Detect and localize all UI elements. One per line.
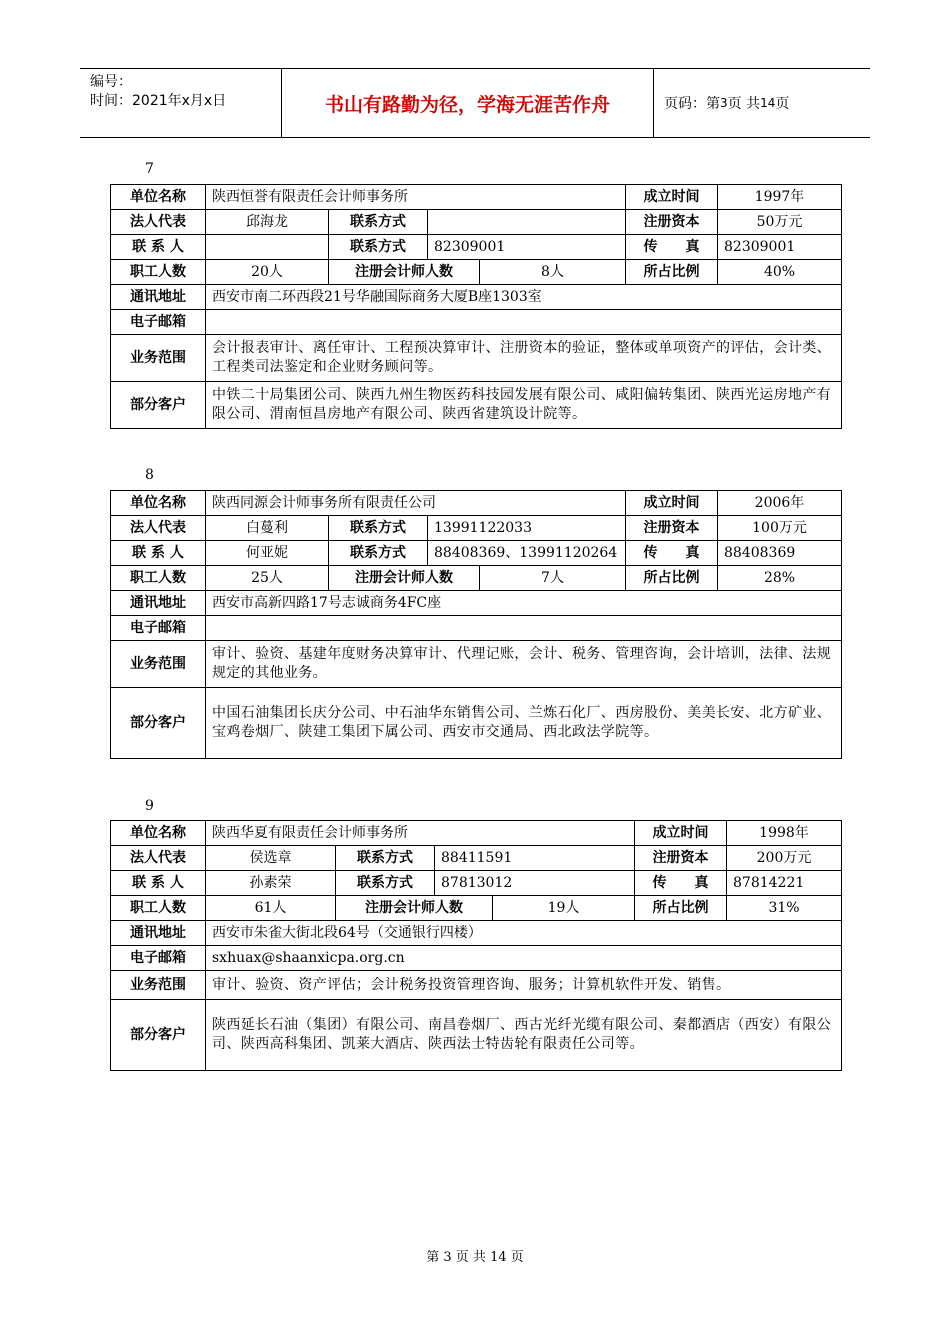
label-ratio: 所占比例 bbox=[626, 260, 718, 285]
reg-capital-value: 50万元 bbox=[718, 210, 842, 235]
label-founded: 成立时间 bbox=[626, 491, 718, 516]
header-motto: 书山有路勤为径，学海无涯苦作舟 bbox=[282, 69, 654, 137]
clients-value: 中铁二十局集团公司、陕西九州生物医药科技园发展有限公司、咸阳偏转集团、陕西光运房地产有限公司、渭南恒昌房地产有限公司、陕西省建筑设计院等。 bbox=[206, 382, 842, 429]
firm-table bbox=[110, 820, 842, 1071]
contact-phone-value: 82309001 bbox=[428, 235, 626, 260]
label-clients: 部分客户 bbox=[111, 1000, 206, 1071]
header-page-info bbox=[654, 69, 870, 137]
cpa-count-value: 8人 bbox=[480, 260, 626, 285]
label-name: 单位名称 bbox=[111, 185, 206, 210]
scope-value: 审计、验资、基建年度财务决算审计、代理记账，会计、税务、管理咨询，会计培训，法律、法规规定的其他业务。 bbox=[206, 641, 842, 688]
label-cpa-count: 注册会计师人数 bbox=[329, 260, 480, 285]
label-name: 单位名称 bbox=[111, 491, 206, 516]
label-contact-person: 联 系 人 bbox=[111, 235, 206, 260]
label-name: 单位名称 bbox=[111, 821, 206, 846]
label-contact-method: 联系方式 bbox=[329, 235, 428, 260]
ratio-value: 40% bbox=[718, 260, 842, 285]
page-prefix: 页码：第 bbox=[664, 96, 720, 112]
staff-value: 25人 bbox=[206, 566, 329, 591]
label-staff: 职工人数 bbox=[111, 260, 206, 285]
email-value: sxhuax@shaanxicpa.org.cn bbox=[206, 946, 842, 971]
firm-name: 陕西同源会计师事务所有限责任公司 bbox=[206, 491, 626, 516]
scope-value: 审计、验资、资产评估；会计税务投资管理咨询、服务；计算机软件开发、销售。 bbox=[206, 971, 842, 1000]
label-email: 电子邮箱 bbox=[111, 616, 206, 641]
scope-value: 会计报表审计、离任审计、工程预决算审计、注册资本的验证，整体或单项资产的评估，会计类、工程类司法鉴定和企业财务顾问等。 bbox=[206, 335, 842, 382]
label-scope: 业务范围 bbox=[111, 971, 206, 1000]
label-email: 电子邮箱 bbox=[111, 310, 206, 335]
label-ratio: 所占比例 bbox=[626, 566, 718, 591]
label-address: 通讯地址 bbox=[111, 285, 206, 310]
label-contact-method: 联系方式 bbox=[329, 516, 428, 541]
footer-page: 3 bbox=[443, 1250, 452, 1265]
label-contact-method: 联系方式 bbox=[336, 846, 435, 871]
label-contact-person: 联 系 人 bbox=[111, 541, 206, 566]
doc-code-label: 编号： bbox=[90, 74, 132, 90]
label-reg-capital: 注册资本 bbox=[626, 210, 718, 235]
label-founded: 成立时间 bbox=[626, 185, 718, 210]
footer-total: 14 bbox=[490, 1250, 507, 1265]
label-contact-person: 联 系 人 bbox=[111, 871, 206, 896]
label-scope: 业务范围 bbox=[111, 335, 206, 382]
label-contact-method: 联系方式 bbox=[336, 871, 435, 896]
page-total: 14 bbox=[760, 96, 776, 110]
fax-value: 88408369 bbox=[718, 541, 842, 566]
firm-number: 8 bbox=[145, 467, 154, 483]
founded-value: 2006年 bbox=[718, 491, 842, 516]
firm-number: 7 bbox=[145, 161, 154, 177]
contact-method-value: 13991122033 bbox=[428, 516, 626, 541]
legal-rep-value: 邱海龙 bbox=[206, 210, 329, 235]
label-scope: 业务范围 bbox=[111, 641, 206, 688]
reg-capital-value: 100万元 bbox=[718, 516, 842, 541]
page-number: 3 bbox=[720, 96, 728, 110]
label-contact-method: 联系方式 bbox=[329, 210, 428, 235]
page-footer bbox=[0, 1246, 950, 1265]
label-clients: 部分客户 bbox=[111, 382, 206, 429]
cpa-count-value: 7人 bbox=[480, 566, 626, 591]
label-cpa-count: 注册会计师人数 bbox=[329, 566, 480, 591]
founded-value: 1997年 bbox=[718, 185, 842, 210]
footer-suffix: 页 bbox=[510, 1250, 524, 1265]
header-meta bbox=[80, 69, 282, 137]
footer-mid: 页 共 bbox=[455, 1250, 486, 1265]
clients-value: 中国石油集团长庆分公司、中石油华东销售公司、兰炼石化厂、西房股份、美美长安、北方矿业、宝鸡卷烟厂、陕建工集团下属公司、西安市交通局、西北政法学院等。 bbox=[206, 688, 842, 759]
firm-number: 9 bbox=[145, 798, 154, 814]
contact-method-value: 88411591 bbox=[435, 846, 635, 871]
address-value: 西安市朱雀大街北段64号（交通银行四楼） bbox=[206, 921, 842, 946]
contact-phone-value: 88408369、13991120264 bbox=[428, 541, 626, 566]
label-reg-capital: 注册资本 bbox=[635, 846, 727, 871]
label-reg-capital: 注册资本 bbox=[626, 516, 718, 541]
doc-time-label: 时间：2021年x月x日 bbox=[90, 93, 227, 109]
label-fax: 传 真 bbox=[635, 871, 727, 896]
label-legal-rep: 法人代表 bbox=[111, 210, 206, 235]
ratio-value: 31% bbox=[727, 896, 842, 921]
fax-value: 82309001 bbox=[718, 235, 842, 260]
label-clients: 部分客户 bbox=[111, 688, 206, 759]
clients-value: 陕西延长石油（集团）有限公司、南昌卷烟厂、西古光纤光缆有限公司、秦都酒店（西安）有限公司、陕西高科集团、凯莱大酒店、陕西法士特齿轮有限责任公司等。 bbox=[206, 1000, 842, 1071]
contact-person-value bbox=[206, 235, 329, 260]
label-founded: 成立时间 bbox=[635, 821, 727, 846]
email-value bbox=[206, 616, 842, 641]
address-value: 西安市高新四路17号志诚商务4FC座 bbox=[206, 591, 842, 616]
contact-method-value bbox=[428, 210, 626, 235]
contact-phone-value: 87813012 bbox=[435, 871, 635, 896]
page-header bbox=[80, 68, 870, 138]
firm-name: 陕西恒誉有限责任会计师事务所 bbox=[206, 185, 626, 210]
label-legal-rep: 法人代表 bbox=[111, 846, 206, 871]
contact-person-value: 何亚妮 bbox=[206, 541, 329, 566]
label-legal-rep: 法人代表 bbox=[111, 516, 206, 541]
cpa-count-value: 19人 bbox=[493, 896, 635, 921]
footer-prefix: 第 bbox=[426, 1250, 440, 1265]
label-ratio: 所占比例 bbox=[635, 896, 727, 921]
label-fax: 传 真 bbox=[626, 541, 718, 566]
address-value: 西安市南二环西段21号华融国际商务大厦B座1303室 bbox=[206, 285, 842, 310]
fax-value: 87814221 bbox=[727, 871, 842, 896]
page-suffix: 页 bbox=[775, 96, 790, 112]
founded-value: 1998年 bbox=[727, 821, 842, 846]
legal-rep-value: 白蔓利 bbox=[206, 516, 329, 541]
staff-value: 20人 bbox=[206, 260, 329, 285]
label-email: 电子邮箱 bbox=[111, 946, 206, 971]
label-staff: 职工人数 bbox=[111, 566, 206, 591]
label-address: 通讯地址 bbox=[111, 921, 206, 946]
staff-value: 61人 bbox=[206, 896, 336, 921]
label-cpa-count: 注册会计师人数 bbox=[336, 896, 493, 921]
firm-table bbox=[110, 184, 842, 429]
ratio-value: 28% bbox=[718, 566, 842, 591]
email-value bbox=[206, 310, 842, 335]
label-fax: 传 真 bbox=[626, 235, 718, 260]
firm-name: 陕西华夏有限责任会计师事务所 bbox=[206, 821, 635, 846]
label-address: 通讯地址 bbox=[111, 591, 206, 616]
label-staff: 职工人数 bbox=[111, 896, 206, 921]
firm-table bbox=[110, 490, 842, 759]
legal-rep-value: 侯选章 bbox=[206, 846, 336, 871]
reg-capital-value: 200万元 bbox=[727, 846, 842, 871]
label-contact-method: 联系方式 bbox=[329, 541, 428, 566]
page-mid: 页 共 bbox=[727, 96, 761, 112]
contact-person-value: 孙素荣 bbox=[206, 871, 336, 896]
